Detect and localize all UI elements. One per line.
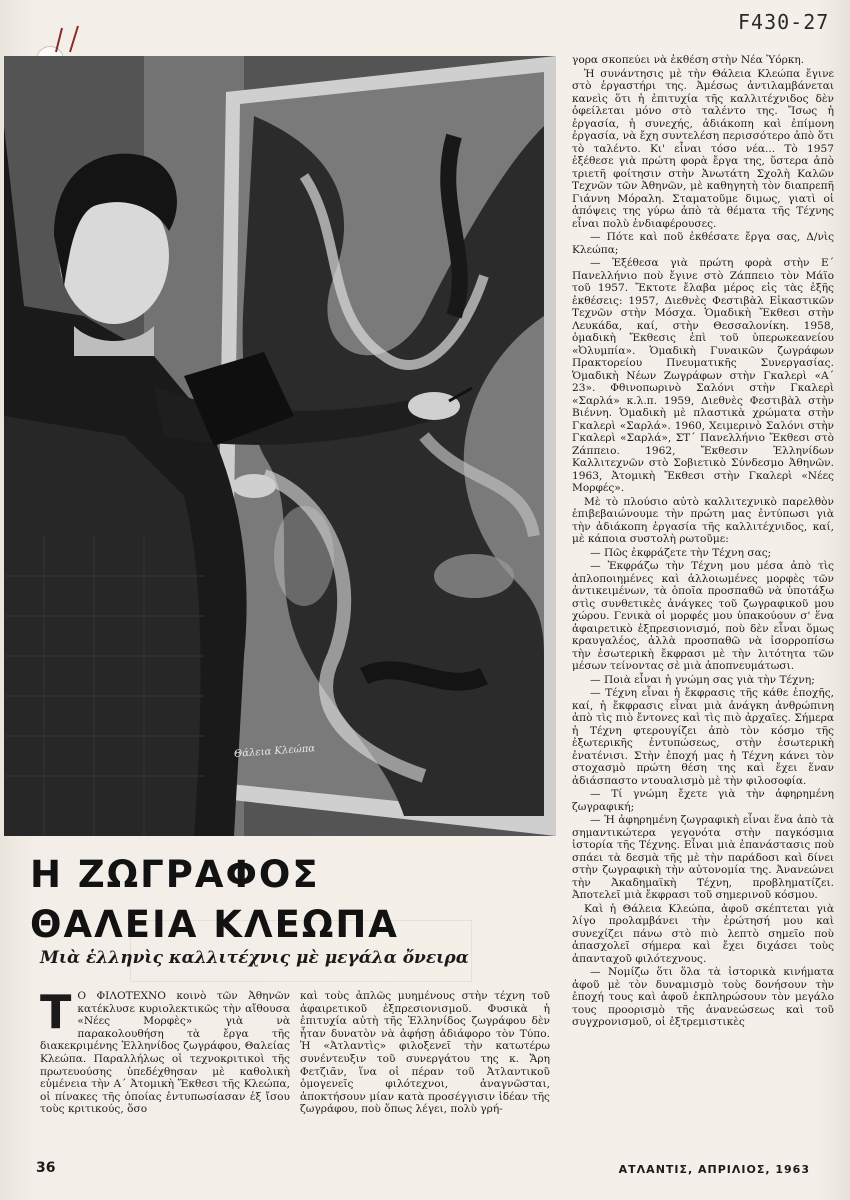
body-column-2-text: καὶ τοὺς ἁπλῶς μυημένους στὴν τέχνη τοῦ ἀφαιρετικοῦ ἐξπρεσιονισμοῦ. Φυσικὰ ἡ ἐπιτυχία αὐτὴ τῆς Ἑλληνίδος ζωγράφου δὲν ἦταν δυνατὸν νὰ ἀφήσῃ ἀδιάφορο τὸν Τύπο. Ἡ «Ἀτλαντὶς» φιλοξενεῖ τὴν κατωτέρω συνέντευξιν τοῦ συνεργάτου της κ. Ἄρη Φετζιᾶν, ἵνα οἱ πέραν τοῦ Ἀτλαντικοῦ ὁμογενεῖς φιλότεχνοι, ἀναγνῶσται, ἀποκτήσουν μίαν κατὰ προσέγγισιν ἰδέαν τῆς ζωγράφου, ποὺ ὅπως λέγει, πολὺ γρή-	[300, 990, 550, 1116]
painting-signature: Θάλεια Κλεώπα	[233, 743, 316, 760]
right-paragraph: — Ἐξέθεσα γιὰ πρώτη φορὰ στὴν Ε΄ Πανελλήνιο ποὺ ἔγινε στὸ Ζάππειο τὸν Μάϊο τοῦ 1957. Ἔκτοτε ἔλαβα μέρος εἰς τὰς ἑξῆς ἐκθέσεις: 1957, Διεθνὲς Φεστιβὰλ Εἰκαστικῶν Τεχνῶν στὴν Μόσχα. Ὁμαδικὴ Ἔκθεσι στὴν Λευκάδα, καί, στὴν Θεσσαλονίκη. 1958, ὁμαδικὴ Ἔκθεσις ἐπὶ τοῦ ὑπερωκεανείου «Ὀλυμπία». Ὁμαδικὴ Γυναικῶν ζωγράφων Πρακτορείου Πνευματικῆς Συνεργασίας. Ὁμαδικὴ Νέων Ζωγράφων στὴν Γκαλερὶ «Α΄ 23». Φθινοπωρινὸ Σαλόνι στὴν Γκαλερὶ «Σαρλά» κ.λ.π. 1959, Διεθνὲς Φεστιβὰλ στὴν Βιέννη. Ὁμαδικὴ μὲ πλαστικὰ χρώματα στὴν Γκαλερὶ «Σαρλά». 1960, Χειμερινὸ Σαλόνι στὴν Γκαλερὶ «Σαρλά», ΣΤ΄ Πανελλήνιο Ἔκθεσι στὸ Ζάππειο. 1962, Ἔκθεσιν Ἑλληνίδων Καλλιτεχνῶν στὸ Σοβιετικὸ Σύνδεσμο Ἀθηνῶν. 1963, Ἀτομικὴ Ἔκθεσι στὴν Γκαλερὶ «Νέες Μορφές».	[572, 257, 834, 494]
photo-illustration	[4, 56, 556, 836]
headline-line-1: Η ΖΩΓΡΑΦΟΣ	[30, 853, 320, 896]
right-paragraph: Ἡ συνάντησις μὲ τὴν Θάλεια Κλεώπα ἔγινε στὸ ἐργαστήρι της. Ἀμέσως ἀντιλαμβάνεται κανεὶς ὅτι ἡ ἐπιτυχία τῆς καλλιτέχνιδος δὲν ὀφείλεται μόνο στὸ ταλέντο της. Ἴσως ἡ ἐργασία, ἡ συνεχής, ἀδιάκοπη καὶ ἐπίμονη ἐργασία, νὰ ἔχη συντελέση περισσότερο ἀπὸ ὅτι τὸ ταλέντο. Κι' εἶναι τόσο νέα... Τὸ 1957 ἐξέθεσε γιὰ πρώτη φορὰ ἔργα της, ὕστερα ἀπὸ τριετῆ φοίτησιν στὴν Ἀνωτάτη Σχολὴ Καλῶν Τεχνῶν τῶν Ἀθηνῶν, μὲ καθηγητὴ τὸν διαπρεπῆ Γιάννη Μόραλη. Σταματοῦμε διμως, γιατὶ οἱ ἀπόψεις της γύρω ἀπὸ τὰ θέματα τῆς Τέχνης εἶναι πολὺ ἐνδιαφέρουσες.	[572, 67, 834, 230]
issue-info: ΑΤΛΑΝΤΙΣ, ΑΠΡΙΛΙΟΣ, 1963	[618, 1163, 810, 1176]
right-paragraph: — Τέχνη εἶναι ἡ ἔκφρασις τῆς κάθε ἐποχῆς, καί, ἡ ἔκφρασις εἶναι μιὰ ἀνάγκη ἀνθρώπινη ἀπὸ τὶς πιὸ ἔντονες καὶ τὶς πιὸ ἀρχαῖες. Σήμερα ἡ Τέχνη φτερουγίζει ἀπὸ τὸν κόσμο τῆς ἐξωτερικῆς ἐντυπώσεως, στὴν ἐσωτερικὴ ἐνατένισι. Στὴν ἐποχή μας ἡ Τέχνη κάνει τὸν στοχασμὸ πρώτη θέση της καὶ ἔχει ἕναν ἀδιάσπαστο ντουαλισμὸ μὲ τὴν φιλοσοφία.	[572, 687, 834, 787]
headline-line-2: ΘΑΛΕΙΑ ΚΛΕΩΠΑ	[30, 903, 399, 946]
body-column-1	[40, 985, 290, 1116]
article-headline	[30, 850, 550, 950]
right-paragraph: Μὲ τὸ πλούσιο αὐτὸ καλλιτεχνικὸ παρελθὸν ἐπιβεβαιώνουμε τὴν πρώτη μας ἐντύπωσι γιὰ τὴν ἀδιάκοπη ἐργασία τῆς καλλιτέχνιδος, καί, μὲ κάποια συστολὴ ρωτοῦμε:	[572, 495, 834, 545]
right-paragraph: — Νομίζω ὅτι ὅλα τὰ ἱστορικὰ κινήματα ἀφοῦ μὲ τὸν δυναμισμὸ τοὺς δονήσουν τὴν ἐποχή τους καὶ ἀφοῦ ἐκπληρώσουν τὸν μεγάλο τους προορισμὸ τῆς ἀνανεώσεως καὶ τοῦ συγχρονισμοῦ, οἱ ἐξτρεμιστικὲς	[572, 966, 834, 1028]
article-subtitle: Μιὰ ἑλληνὶς καλλιτέχνις μὲ μεγάλα ὄνειρα	[40, 948, 469, 968]
right-paragraph: — Ἡ ἀφηρημένη ζωγραφικὴ εἶναι ἕνα ἀπὸ τὰ σημαντικώτερα γεγονότα στὴν παγκόσμια ἱστορία τῆς Τέχνης. Εἶναι μιὰ ἐπανάστασις ποὺ σπάει τὰ δεσμὰ τῆς μὲ τὴν παράδοσι καὶ δίνει στὴν ζωγραφικὴ τὴν αὐτονομία της. Ἀνανεώνει τὴν Ἀκαδημαϊκὴ Τέχνη, προβληματίζει. Ἀποτελεῖ μιὰ ἔκφρασι τοῦ σημερινοῦ κόσμου.	[572, 814, 834, 901]
right-paragraph: — Τί γνώμη ἔχετε γιὰ τὴν ἀφηρημένη ζωγραφική;	[572, 788, 834, 813]
page-number: 36	[36, 1160, 56, 1176]
right-paragraph: — Πῶς ἐκφράζετε τὴν Τέχνη σας;	[590, 546, 772, 559]
artist-photo	[4, 56, 556, 836]
right-paragraph: — Πότε καὶ ποῦ ἐκθέσατε ἔργα σας, Δ/νὶς Κλεώπα;	[572, 231, 834, 256]
pen-mark-icon	[50, 22, 90, 56]
right-column-text	[572, 54, 834, 1164]
body-column-1-text: Ο ΦΙΛΟΤΕΧΝΟ κοινὸ τῶν Ἀθηνῶν κατέκλυσε κυριολεκτικῶς τὴν αἴθουσα «Νέες Μορφὲς» γιὰ νὰ παρακολουθήση τὰ ἔργα τῆς διακεκριμένης Ἑλληνίδος ζωγράφου, Θαλείας Κλεώπα. Παραλλήλως οἱ τεχνοκριτικοὶ τῆς πρωτευούσης ὑπεδέχθησαν μὲ καθολικὴ εὐμένεια τὴν Α΄ Ἀτομικὴ Ἔκθεσι τῆς Κλεώπα, οἱ πίνακες τῆς ὁποίας ἐντυπωσίασαν ἐξ ἴσου τοὺς κριτικούς, ὅσο	[40, 990, 290, 1116]
drop-cap: Τ	[40, 985, 72, 1039]
right-paragraph: — Ἐκφράζω τὴν Τέχνη μου μέσα ἀπὸ τὶς ἀπλοποιημένες καὶ ἀλλοιωμένες μορφὲς τῶν ἀντικειμένων, τὰ ὁποῖα προσπαθῶ νὰ ὑποτάξω στὶς συνθετικὲς ἀνάγκες τοῦ ζωγραφικοῦ μου χώρου. Γενικὰ οἱ μορφές μου ὑπακούουν σ' ἕνα ἀφαιρετικὸ ἐξπρεσιονισμό, ποὺ δὲν εἶναι ὅμως κραυγαλέος, ἀλλὰ προσπαθῶ νὰ ἰσορροπίσω τὴν ἐσωτερικὴ ἔκφρασι μὲ τὴν λιτότητα τῶν μέσων τείνοντας σὲ μιὰ ἀποπνευμάτωσι.	[572, 560, 834, 672]
right-paragraph: Καὶ ἡ Θάλεια Κλεώπα, ἀφοῦ σκέπτεται γιὰ λίγο προλαμβάνει τὴν ἐρώτησή μου καὶ συνεχίζει πάνω στὸ πιὸ λεπτὸ σημεῖο ποὺ ἀπασχολεῖ σήμερα καὶ ἔχει διχάσει τοὺς ἀπανταχοῦ φιλότεχνους.	[572, 902, 834, 965]
right-paragraph: — Ποιὰ εἶναι ἡ γνώμη σας γιὰ τὴν Τέχνη;	[590, 673, 815, 686]
archive-code: F430-27	[738, 10, 830, 34]
right-paragraph: γορα σκοπεύει νὰ ἐκθέση στὴν Νέα Ὑόρκη.	[572, 54, 805, 66]
body-column-2	[300, 990, 550, 1116]
